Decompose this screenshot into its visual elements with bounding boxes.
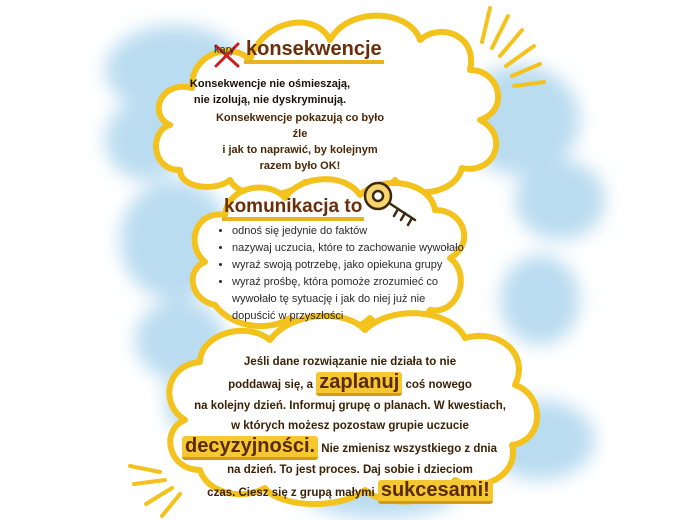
highlight-zaplanuj: zaplanuj (316, 372, 402, 396)
plan-line-7: czas. Ciesz się z grupą małymi sukcesami! (190, 480, 510, 504)
highlight-sukcesami: sukcesami! (378, 480, 493, 504)
plan-line-4: w których możesz pozostaw grupie uczucie (231, 420, 469, 432)
highlight-decyzyjnosci: decyzyjności. (182, 436, 318, 460)
konsekwencje-paragraph-2: Konsekwencje pokazują co było źle i jak to naprawić, by kolejnym razem było OK! (215, 112, 385, 172)
list-item: • odnoś się jedynie do faktów (232, 223, 468, 240)
struck-word-kary: kary (214, 44, 235, 56)
section-title-komunikacja: komunikacja to (222, 196, 364, 218)
plan-line-3: na kolejny dzień. Informuj grupę o planach. W kwestiach, (194, 400, 506, 412)
plan-paragraph (185, 352, 510, 504)
list-item: • wyraź prośbę, która pomoże zrozumieć co wywołało tę sytuację i jak do niej już nie dopuścić w przyszłości (232, 274, 468, 325)
plan-line-1: Jeśli dane rozwiązanie nie działa to nie (243, 356, 457, 368)
plan-line-5: decyzyjności. Nie zmienisz wszystkiego z dnia (182, 436, 510, 460)
komunikacja-list (218, 223, 468, 325)
plan-line-6: na dzień. To jest proces. Daj sobie i dzieciom (227, 464, 473, 476)
section-title-konsekwencje: konsekwencje (244, 38, 384, 61)
list-item: • nazywaj uczucia, które to zachowanie wywołało (232, 240, 468, 257)
konsekwencje-paragraph-1: Konsekwencje nie ośmieszają, nie izolują, nie dyskryminują. (189, 78, 351, 106)
plan-line-2: poddawaj się, a zaplanuj coś nowego (190, 372, 510, 396)
list-item: • wyraź swoją potrzebę, jako opiekuna grupy (232, 257, 468, 274)
